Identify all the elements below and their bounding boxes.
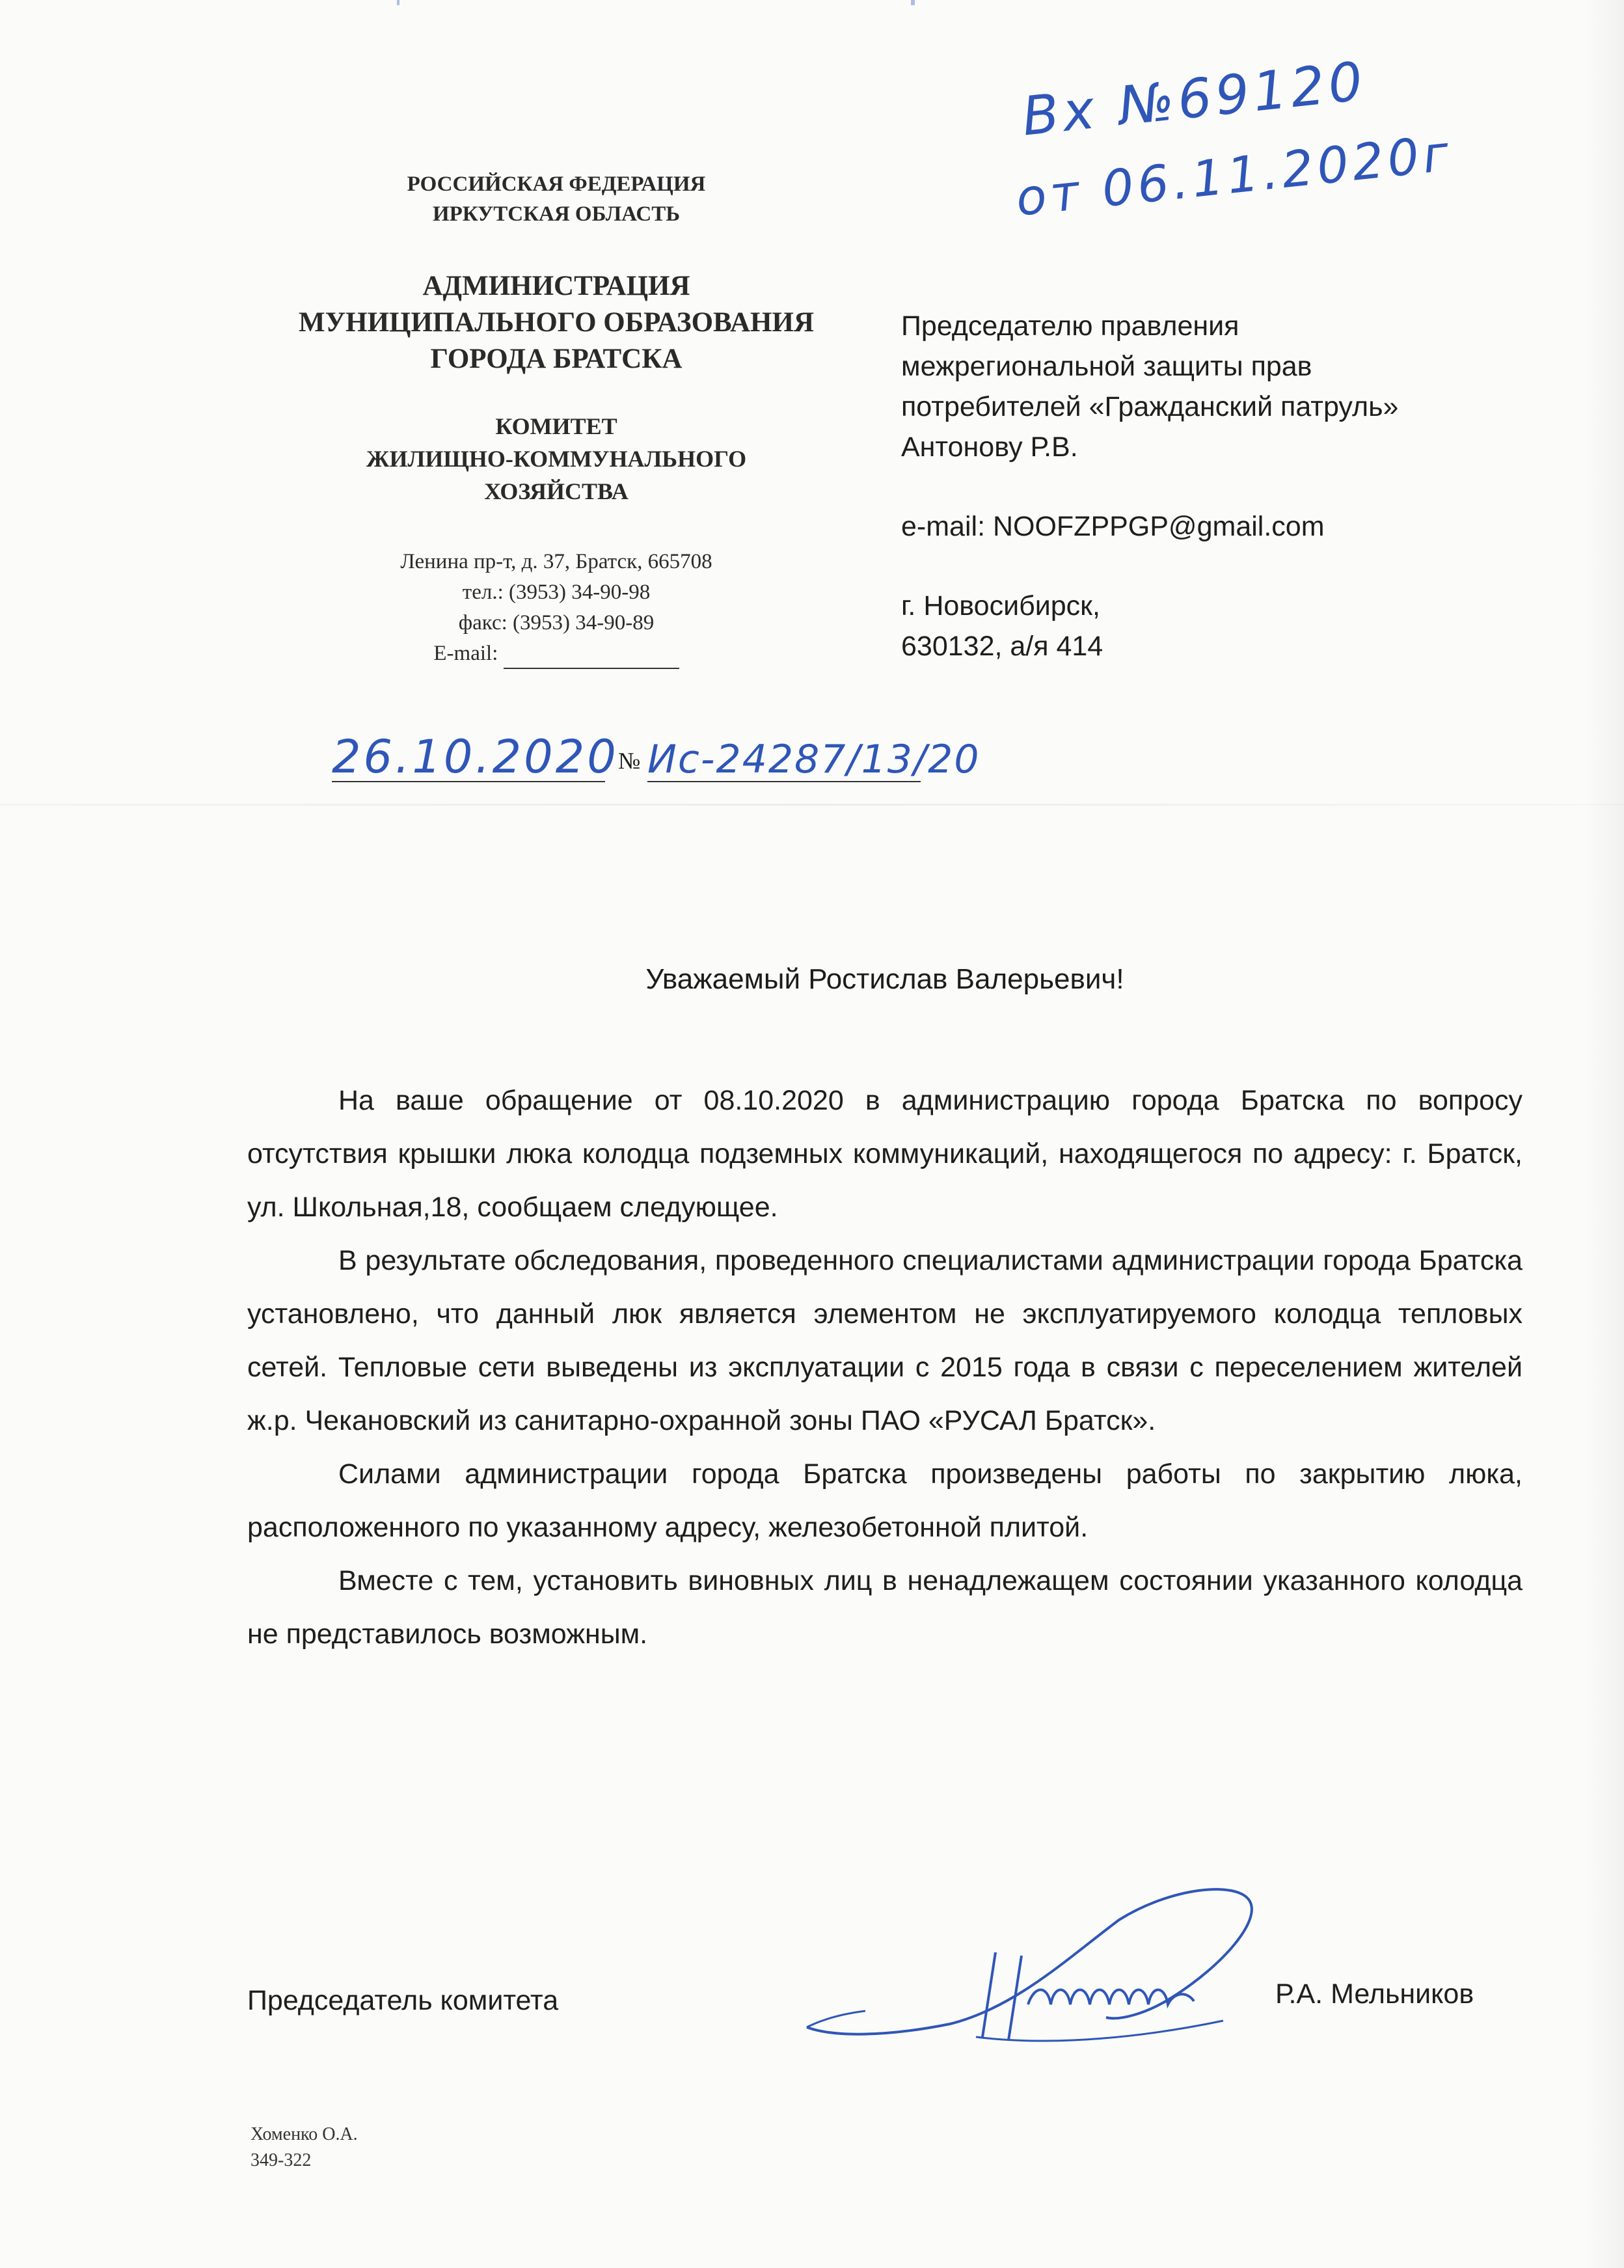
sender-block bbox=[247, 169, 865, 669]
scan-mark bbox=[397, 0, 399, 5]
sender-country: РОССИЙСКАЯ ФЕДЕРАЦИЯ bbox=[407, 172, 706, 196]
paragraph: На ваше обращение от 08.10.2020 в администрацию города Братска по вопросу отсутствия крышки люка колодца подземных коммуникаций, находящегося по адресу: г. Братск, ул. Школьная,18, сообщаем следующее. bbox=[247, 1085, 1522, 1223]
incoming-date-handwritten: от 06.11.2020г bbox=[1013, 124, 1455, 227]
outgoing-number-sign: № bbox=[618, 748, 641, 774]
recipient-email: e-mail: NOOFZPPGP@gmail.com bbox=[901, 511, 1325, 542]
recipient-line3: потребителей «Гражданский патруль» bbox=[901, 391, 1399, 422]
sender-org-line2: МУНИЦИПАЛЬНОГО ОБРАЗОВАНИЯ bbox=[298, 307, 814, 338]
committee-line3: ХОЗЯЙСТВА bbox=[484, 478, 629, 504]
sender-email-row bbox=[247, 638, 865, 669]
recipient-block bbox=[901, 306, 1604, 666]
committee-line2: ЖИЛИЩНО-КОММУНАЛЬНОГО bbox=[366, 446, 747, 472]
outgoing-date-field bbox=[332, 722, 619, 784]
letter-body bbox=[247, 1074, 1522, 1661]
signer-position: Председатель комитета bbox=[247, 1985, 559, 2016]
sender-email-blank bbox=[504, 648, 679, 669]
executor-phone: 349-322 bbox=[250, 2150, 312, 2170]
paper-fold bbox=[0, 804, 1624, 806]
outgoing-date-handwritten: 26.10.2020 bbox=[332, 730, 619, 784]
paragraph: Вместе с тем, установить виновных лиц в ненадлежащем состоянии указанного колодца не представилось возможным. bbox=[247, 1565, 1522, 1650]
sender-org-line3: ГОРОДА БРАТСКА bbox=[430, 344, 683, 374]
incoming-number-handwritten: Вх №69120 bbox=[1019, 50, 1370, 148]
greeting: Уважаемый Ростислав Валерьевич! bbox=[645, 963, 1124, 995]
recipient-postal: 630132, а/я 414 bbox=[901, 631, 1103, 662]
outgoing-number-handwritten: Ис-24287/13/20 bbox=[647, 737, 981, 782]
executor-block bbox=[250, 2122, 358, 2174]
paragraph: В результате обследования, проведенного специалистами администрации города Братска установлено, что данный люк является элементом не эксплуатируемого колодца тепловых сетей. Тепловые сети выведены из эксплуатации с 2015 года в связи с переселением жителей ж.р. Чекановский из санитарно-охранной зоны ПАО «РУСАЛ Братск». bbox=[247, 1245, 1522, 1436]
outgoing-number-field bbox=[647, 722, 981, 782]
sender-address: Ленина пр-т, д. 37, Братск, 665708 bbox=[400, 550, 712, 573]
handwritten-signature bbox=[781, 1874, 1353, 2070]
sender-email-label: E-mail: bbox=[433, 642, 498, 665]
executor-name: Хоменко О.А. bbox=[250, 2124, 358, 2144]
paragraph: Силами администрации города Братска произведены работы по закрытию люка, расположенного по указанному адресу, железобетонной плитой. bbox=[247, 1458, 1522, 1543]
sender-fax: факс: (3953) 34-90-89 bbox=[458, 611, 655, 635]
sender-region: ИРКУТСКАЯ ОБЛАСТЬ bbox=[432, 202, 681, 226]
scan-mark bbox=[911, 0, 915, 5]
recipient-line4: Антонову Р.В. bbox=[901, 431, 1078, 463]
recipient-city: г. Новосибирск, bbox=[901, 590, 1100, 622]
recipient-line1: Председателю правления bbox=[901, 310, 1239, 342]
recipient-line2: межрегиональной защиты прав bbox=[901, 351, 1312, 382]
signer-name: Р.А. Мельников bbox=[1275, 1978, 1474, 2010]
sender-phone: тел.: (3953) 34-90-98 bbox=[462, 581, 651, 604]
committee-line1: КОМИТЕТ bbox=[495, 413, 617, 439]
sender-org-line1: АДМИНИСТРАЦИЯ bbox=[422, 271, 690, 301]
